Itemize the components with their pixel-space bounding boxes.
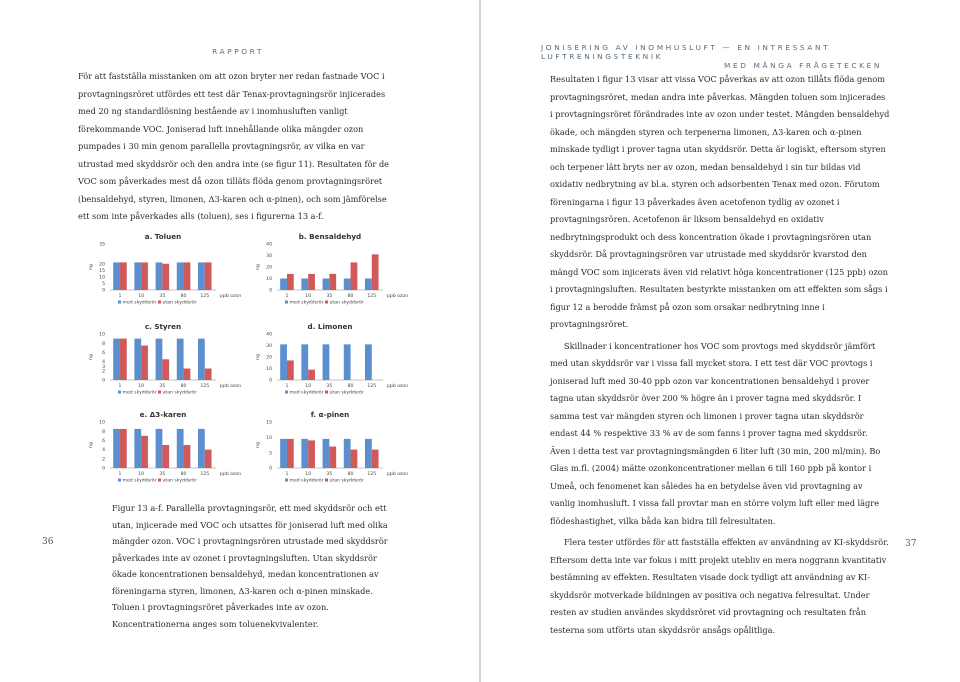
y-tick-label: 5 bbox=[269, 451, 272, 457]
x-tick-label: 35 bbox=[159, 294, 166, 299]
legend-swatch bbox=[158, 301, 161, 304]
x-tick-label: 1 bbox=[118, 472, 122, 477]
chart-d-limonen bbox=[255, 320, 425, 400]
running-header-right bbox=[541, 43, 901, 70]
running-header-left: RAPPORT bbox=[212, 47, 264, 56]
chart-e-karen bbox=[88, 408, 258, 488]
legend-label: med skyddsrör bbox=[289, 390, 324, 396]
y-tick-label: 0 bbox=[102, 288, 105, 294]
chart-title: e. Δ3-karen bbox=[139, 410, 187, 419]
y-tick-label: 10 bbox=[266, 277, 272, 283]
x-tick-label: 125 bbox=[367, 384, 377, 389]
x-unit-label: ppb ozon bbox=[387, 472, 409, 477]
y-tick-label: 20 bbox=[99, 262, 105, 268]
body-text-right bbox=[550, 71, 890, 639]
page-number-right: 37 bbox=[905, 539, 917, 549]
x-tick-label: 80 bbox=[347, 384, 354, 389]
x-tick-label: 35 bbox=[159, 472, 166, 477]
legend-label: utan skyddsrör bbox=[162, 390, 197, 396]
legend-label: utan skyddsrör bbox=[329, 300, 364, 306]
legend-swatch bbox=[158, 391, 161, 394]
x-tick-label: 35 bbox=[326, 472, 333, 477]
x-tick-label: 10 bbox=[305, 384, 312, 389]
bar-med bbox=[344, 344, 351, 380]
y-axis-label: ng bbox=[256, 442, 261, 448]
bar-utan bbox=[351, 262, 358, 290]
bar-med bbox=[134, 429, 141, 468]
bar-utan bbox=[162, 445, 169, 468]
y-tick-label: 40 bbox=[266, 242, 272, 248]
x-tick-label: 125 bbox=[200, 384, 210, 389]
x-tick-label: 1 bbox=[285, 384, 289, 389]
x-tick-label: 10 bbox=[138, 294, 145, 299]
x-tick-label: 80 bbox=[347, 294, 354, 299]
y-tick-label: 30 bbox=[266, 254, 272, 260]
figure-caption bbox=[112, 500, 395, 632]
legend-swatch bbox=[118, 301, 121, 304]
x-tick-label: 125 bbox=[200, 294, 210, 299]
y-tick-label: 10 bbox=[99, 275, 105, 281]
x-tick-label: 10 bbox=[305, 294, 312, 299]
x-unit-label: ppb ozon bbox=[220, 472, 242, 477]
bar-utan bbox=[308, 370, 315, 380]
legend-label: utan skyddsrör bbox=[162, 478, 197, 484]
y-axis-label: ng bbox=[256, 354, 261, 360]
x-tick-label: 125 bbox=[200, 472, 210, 477]
chart-title: d. Limonen bbox=[307, 322, 353, 331]
bar-med bbox=[113, 339, 120, 380]
bar-med bbox=[301, 279, 308, 291]
x-tick-label: 10 bbox=[138, 384, 145, 389]
bar-med bbox=[323, 439, 330, 468]
y-tick-label: 4 bbox=[102, 448, 105, 454]
bar-med bbox=[198, 339, 205, 380]
bar-med bbox=[177, 339, 184, 380]
y-tick-label: 6 bbox=[102, 351, 105, 356]
paragraph: Resultaten i figur 13 visar att vissa VOC påverkas av att ozon tillåts flöda genom provtagningsröret, medan andra inte påverkas. Mängden toluen som injicerades i provtagningsröret förändrades inte av ozon under testet. Mängden bensaldehyd ökade, och mängden styren och terpenerna limonen, Δ3-karen och α-pinen minskade tydligt i prover tagna utan skyddsrör. Detta är logiskt, eftersom styren och terpener lätt bryts ner av ozon, medan bensaldehyd i sin tur bildas vid oxidativ nedbrytning av bl.a. styren och adsorbenten Tenax med ozon. Förutom föreningarna i figur 13 påverkades även acetofenon tydlig av ozonet i provtagningsrören. Acetofenon är liksom bensaldehyd en oxidativ nedbrytningsprodukt och dess koncentration ökade i provtagningsrören utan skyddsrör. Då provtagningsrören var utrustade med skyddsrör kvarstod den mängd VOC som injicerats även vid relativt höga koncentrationer (125 ppb) ozon i provtagningsluften. Resultaten bestyrkte misstanken om att effekten som sågs i figur 12 a berodde främst på ozon som orsakar nedbrytning inne i provtagningsröret. bbox=[550, 74, 890, 329]
y-tick-label: 20 bbox=[266, 265, 272, 271]
x-unit-label: ppb ozon bbox=[387, 294, 409, 299]
bar-utan bbox=[141, 436, 148, 468]
y-tick-label: 0 bbox=[269, 378, 272, 384]
bar-utan bbox=[184, 445, 191, 468]
bar-med bbox=[113, 262, 120, 290]
y-tick-label: 35 bbox=[99, 242, 105, 248]
x-tick-label: 1 bbox=[285, 294, 289, 299]
bar-utan bbox=[141, 262, 148, 290]
caption-text: Figur 13 a-f. Parallella provtagningsrör, ett med skyddsrör och ett utan, injicerade med VOC och utsattes för joniserad luft med olika mängder ozon. VOC i provtagningsrören utrustade med skyddsrör påverkades inte av ozonet i provtagningsluften. Utan skyddsrör ökade koncentrationen bensaldehyd, medan koncentrationen av föreningarna styren, limonen, Δ3-karen och α-pinen minskade. Toluen i provtagningsröret påverkades inte av ozon. Koncentrationerna anges som toluenekvivalenter. bbox=[112, 503, 388, 629]
legend-label: utan skyddsrör bbox=[329, 478, 364, 484]
bar-med bbox=[365, 344, 372, 380]
bar-utan bbox=[120, 262, 127, 290]
legend-swatch bbox=[325, 479, 328, 482]
y-tick-label: 30 bbox=[266, 344, 272, 350]
x-tick-label: 10 bbox=[138, 472, 145, 477]
bar-med bbox=[323, 344, 330, 380]
chart-title: f. α-pinen bbox=[310, 410, 350, 419]
x-tick-label: 80 bbox=[180, 294, 187, 299]
y-tick-label: 10 bbox=[266, 367, 272, 373]
bar-utan bbox=[205, 369, 212, 381]
y-tick-label: 6 bbox=[102, 439, 105, 444]
x-tick-label: 35 bbox=[326, 294, 333, 299]
y-tick-label: 10 bbox=[99, 420, 105, 426]
legend-label: med skyddsrör bbox=[122, 390, 157, 396]
legend-swatch bbox=[285, 391, 288, 394]
x-unit-label: ppb ozon bbox=[387, 384, 409, 389]
legend-swatch bbox=[285, 301, 288, 304]
chart-title: a. Toluen bbox=[144, 232, 182, 241]
y-tick-label: 15 bbox=[99, 268, 105, 274]
legend-label: med skyddsrör bbox=[289, 478, 324, 484]
bar-utan bbox=[351, 450, 358, 468]
legend-label: med skyddsrör bbox=[122, 300, 157, 306]
bar-utan bbox=[372, 254, 379, 290]
x-tick-label: 125 bbox=[367, 294, 377, 299]
legend-label: utan skyddsrör bbox=[329, 390, 364, 396]
x-tick-label: 125 bbox=[367, 472, 377, 477]
bar-utan bbox=[308, 274, 315, 290]
y-tick-label: 5 bbox=[102, 282, 105, 288]
x-tick-label: 1 bbox=[118, 294, 122, 299]
bar-med bbox=[156, 429, 163, 468]
bar-med bbox=[280, 344, 287, 380]
bar-utan bbox=[308, 440, 315, 468]
bar-utan bbox=[162, 264, 169, 290]
x-tick-label: 80 bbox=[180, 384, 187, 389]
bar-med bbox=[365, 439, 372, 468]
y-tick-label: 0 bbox=[102, 466, 105, 472]
bar-med bbox=[301, 439, 308, 468]
bar-med bbox=[301, 344, 308, 380]
bar-utan bbox=[205, 262, 212, 290]
bar-utan bbox=[141, 346, 148, 381]
y-axis-label: ng bbox=[89, 442, 94, 448]
bar-med bbox=[156, 339, 163, 380]
y-tick-label: 4 bbox=[102, 360, 105, 366]
legend-swatch bbox=[158, 479, 161, 482]
bar-utan bbox=[205, 450, 212, 468]
y-tick-label: 15 bbox=[266, 420, 272, 426]
y-tick-label: 40 bbox=[266, 332, 272, 338]
bar-utan bbox=[184, 262, 191, 290]
legend-label: med skyddsrör bbox=[122, 478, 157, 484]
x-tick-label: 80 bbox=[180, 472, 187, 477]
bar-utan bbox=[329, 274, 336, 290]
legend-swatch bbox=[118, 391, 121, 394]
y-tick-label: 20 bbox=[266, 355, 272, 361]
right-page bbox=[481, 0, 960, 682]
y-tick-label: 2 bbox=[102, 369, 105, 375]
chart-title: c. Styren bbox=[144, 322, 182, 331]
y-tick-label: 0 bbox=[269, 288, 272, 294]
legend-swatch bbox=[118, 479, 121, 482]
legend-label: utan skyddsrör bbox=[162, 300, 197, 306]
legend-swatch bbox=[285, 479, 288, 482]
x-tick-label: 10 bbox=[305, 472, 312, 477]
bar-med bbox=[134, 262, 141, 290]
paragraph: Skillnader i koncentrationer hos VOC som provtogs med skyddsrör jämfört med utan skyddsrör var i vissa fall mycket stora. I ett test där VOC provtogs i joniserad luft med 30-40 ppb ozon var koncentrationen bensaldehyd i prover tagna utan skyddsrör över 200 % högre än i prover tagna med skyddsrör. I samma test var mängden styren och limonen i prover tagna utan skyddsrör endast 44 % respektive 33 % av de som fanns i prover tagna med skyddsrör. Även i detta test var provtagningsmängden 6 liter luft (30 min, 200 ml/min). Bo Glas m.fl. (2004) mätte ozonkoncentrationer mellan 6 till 160 ppb på kontor i Umeå, och fenomenet kan således ha en betydelse även vid provtagning av vanlig inomhusluft. I vissa fall provtar man en större volym luft eller med lägre flödeshastighet, vilka båda kan bidra till felresultaten. bbox=[550, 340, 881, 526]
chart-c-styren bbox=[88, 320, 258, 400]
bar-med bbox=[280, 279, 287, 291]
y-tick-label: 0 bbox=[269, 466, 272, 472]
bar-utan bbox=[287, 439, 294, 468]
y-tick-label: 8 bbox=[102, 341, 105, 347]
y-tick-label: 10 bbox=[99, 332, 105, 338]
bar-utan bbox=[120, 339, 127, 380]
bar-med bbox=[113, 429, 120, 468]
bar-utan bbox=[287, 274, 294, 290]
legend-swatch bbox=[325, 391, 328, 394]
chart-a-toluen bbox=[88, 230, 258, 310]
bar-med bbox=[280, 439, 287, 468]
running-header-line1: JONISERING AV INOMHUSLUFT — EN INTRESSANT LUFTRENINGSTEKNIK bbox=[541, 43, 831, 61]
bar-med bbox=[198, 262, 205, 290]
y-tick-label: 3 bbox=[102, 364, 105, 370]
paragraph: För att fastställa misstanken om att ozon bryter ner redan fastnade VOC i provtagningsröret utfördes ett test där Tenax-provtagningsrör injicerades med 20 ng standardlösning bestående av i inomhusluften vanligt förekommande VOC. Joniserad luft innehållande olika mängder ozon pumpades i 30 min genom parallella provtagningsrör, av vilka en var utrustad med skyddsrör och den andra inte (se figur 11). Resultaten för de VOC som påverkades mest då ozon tilläts flöda genom provtagningsröret (bensaldehyd, styren, limonen, Δ3-karen och α-pinen), och som jämförelse ett som inte påverkades alls (toluen), ses i figurerna 13 a-f. bbox=[78, 71, 390, 221]
bar-utan bbox=[162, 359, 169, 380]
y-axis-label: ng bbox=[89, 354, 94, 360]
chart-title: b. Bensaldehyd bbox=[298, 232, 362, 241]
bar-utan bbox=[329, 447, 336, 468]
bar-med bbox=[134, 339, 141, 380]
x-tick-label: 35 bbox=[159, 384, 166, 389]
bar-med bbox=[344, 279, 351, 291]
bar-med bbox=[323, 279, 330, 291]
page-number-left: 36 bbox=[42, 537, 54, 547]
y-axis-label: ng bbox=[256, 264, 261, 270]
bar-med bbox=[344, 439, 351, 468]
body-text-left bbox=[78, 68, 396, 226]
x-tick-label: 80 bbox=[347, 472, 354, 477]
x-tick-label: 1 bbox=[118, 384, 122, 389]
chart-f-pinen bbox=[255, 408, 425, 488]
y-tick-label: 8 bbox=[102, 429, 105, 435]
y-tick-label: 0 bbox=[102, 378, 105, 384]
bar-med bbox=[177, 262, 184, 290]
legend-label: med skyddsrör bbox=[289, 300, 324, 306]
y-axis-label: ng bbox=[89, 264, 94, 270]
running-header-line2: MED MÅNGA FRÅGETECKEN bbox=[724, 61, 883, 70]
bar-med bbox=[156, 262, 163, 290]
x-unit-label: ppb ozon bbox=[220, 384, 242, 389]
bar-med bbox=[365, 279, 372, 291]
bar-utan bbox=[287, 360, 294, 380]
y-tick-label: 2 bbox=[102, 457, 105, 463]
y-tick-label: 10 bbox=[266, 435, 272, 441]
bar-med bbox=[198, 429, 205, 468]
legend-swatch bbox=[325, 301, 328, 304]
bar-med bbox=[177, 429, 184, 468]
bar-utan bbox=[372, 450, 379, 468]
chart-b-bensaldehyd bbox=[255, 230, 425, 310]
paragraph: Flera tester utfördes för att fastställa effekten av användning av KI-skyddsrör. Eftersom detta inte var fokus i mitt projekt utebliv en mera noggrann kvantitativ bestämning av effekten. Resultaten visade dock tydligt att användning av KI-skyddsrör motverkade bildningen av positiva och negativa felresultat. Under resten av studien användes skyddsröret vid provtagning och resultaten från testerna som utförts utan skyddsrör ansågs opålitliga. bbox=[550, 537, 889, 635]
x-unit-label: ppb ozon bbox=[220, 294, 242, 299]
bar-utan bbox=[184, 369, 191, 381]
x-tick-label: 35 bbox=[326, 384, 333, 389]
bar-utan bbox=[120, 429, 127, 468]
x-tick-label: 1 bbox=[285, 472, 289, 477]
